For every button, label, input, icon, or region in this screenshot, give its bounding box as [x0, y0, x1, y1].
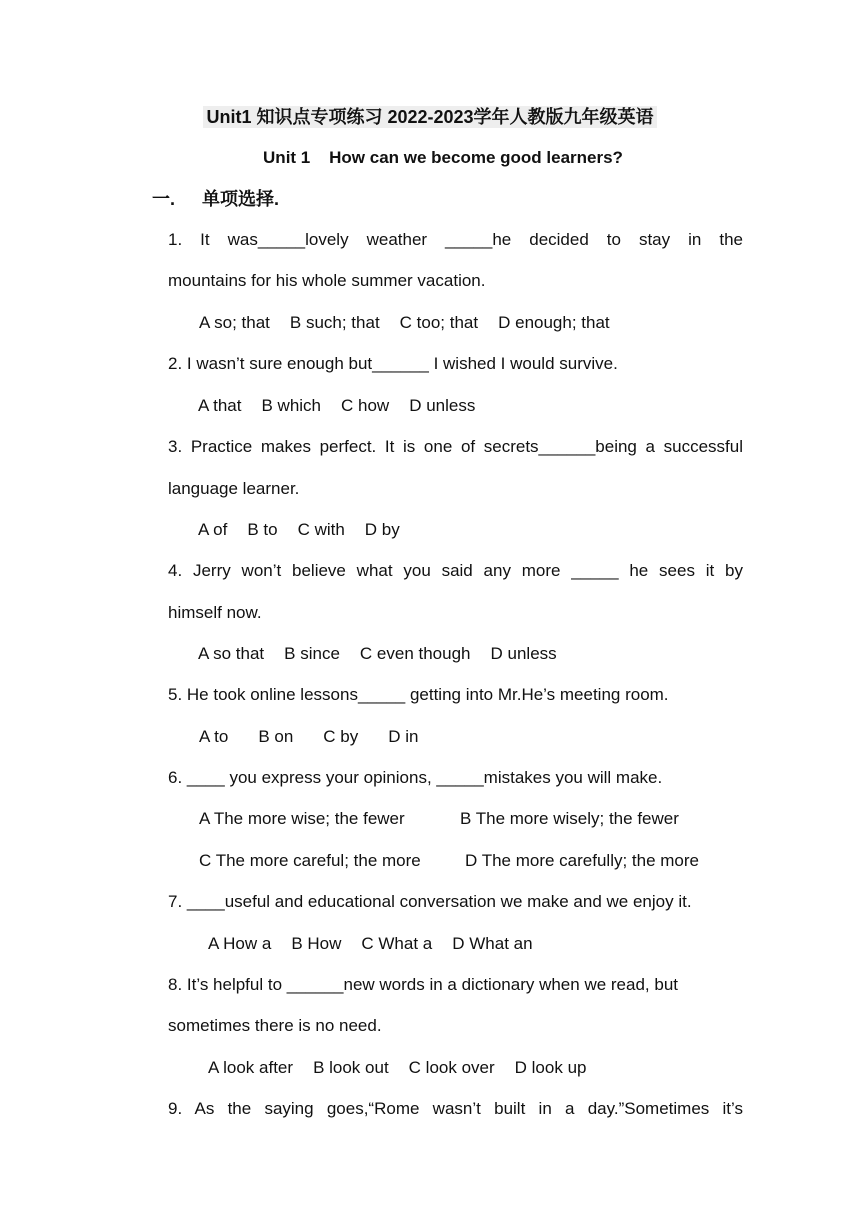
section-heading [152, 186, 279, 212]
question-8-option-b: B look out [313, 1058, 389, 1077]
question-6-option-b: B The more wisely; the fewer [460, 809, 679, 828]
question-1-line-2: mountains for his whole summer vacation. [168, 271, 486, 290]
question-2-line-1: 2. I wasn’t sure enough but______ I wished I would survive. [168, 354, 618, 373]
question-8-line-2: sometimes there is no need. [168, 1016, 382, 1035]
document-title-text: Unit1 知识点专项练习 2022-2023学年人教版九年级英语 [203, 106, 656, 128]
question-3-option-c: C with [297, 520, 345, 539]
question-2-option-b: B which [261, 396, 322, 415]
question-7-option-b: B How [291, 934, 342, 953]
question-2-option-a: A that [198, 396, 242, 415]
question-4-line-1: 4. Jerry won’t believe what you said any more _____ he sees it by [168, 561, 743, 580]
question-1-option-b: B such; that [289, 313, 380, 332]
question-6-line-1: 6. ____ you express your opinions, _____mistakes you will make. [168, 768, 663, 787]
question-4-option-b: B since [284, 644, 340, 663]
question-8-option-c: C look over [408, 1058, 495, 1077]
question-7-option-c: C What a [361, 934, 433, 953]
question-7-line-1: 7. ____useful and educational conversation we make and we enjoy it. [168, 892, 692, 911]
question-5-option-a: A to [199, 727, 229, 746]
question-4-option-a: A so that [198, 644, 265, 663]
question-7-option-a: A How a [208, 934, 272, 953]
question-4-line-2: himself now. [168, 603, 262, 622]
question-1-options [199, 310, 630, 336]
question-4-option-d: D unless [490, 644, 557, 663]
document-title [0, 103, 860, 131]
question-1-line-1: 1. It was_____lovely weather _____he decided to stay in the [168, 230, 743, 249]
question-7-option-d: D What an [452, 934, 533, 953]
question-9-line-1: 9. As the saying goes,“Rome wasn’t built in a day.”Sometimes it’s [168, 1099, 743, 1118]
question-5-options [199, 724, 449, 750]
question-4-option-c: C even though [359, 644, 471, 663]
question-2-option-c: C how [341, 396, 390, 415]
question-5-option-c: C by [323, 727, 359, 746]
question-6-option-a: A The more wise; the fewer [199, 809, 405, 828]
question-3-option-b: B to [247, 520, 278, 539]
question-2-option-d: D unless [409, 396, 476, 415]
question-3-options [198, 517, 420, 543]
question-5-option-b: B on [258, 727, 294, 746]
question-4-options [198, 641, 577, 667]
question-1-option-a: A so; that [199, 313, 270, 332]
question-8-options [208, 1055, 606, 1081]
question-2-options [198, 393, 495, 419]
question-7-options [208, 931, 553, 957]
question-5-option-d: D in [388, 727, 419, 746]
question-1-option-c: C too; that [399, 313, 479, 332]
question-8-option-d: D look up [514, 1058, 587, 1077]
question-8-line-1: 8. It’s helpful to ______new words in a dictionary when we read, but [168, 975, 678, 994]
unit-heading: Unit 1 How can we become good learners? [263, 148, 623, 167]
question-3-option-d: D by [364, 520, 400, 539]
question-1-option-d: D enough; that [498, 313, 610, 332]
question-3-line-1: 3. Practice makes perfect. It is one of secrets______being a successful [168, 437, 743, 456]
question-8-option-a: A look after [208, 1058, 294, 1077]
question-6-option-c: C The more careful; the more [199, 851, 421, 870]
section-label: 单项选择. [202, 189, 280, 209]
question-3-option-a: A of [198, 520, 228, 539]
section-number: 一. [152, 189, 176, 209]
question-6-option-d: D The more carefully; the more [465, 851, 699, 870]
question-3-line-2: language learner. [168, 479, 300, 498]
question-5-line-1: 5. He took online lessons_____ getting into Mr.He’s meeting room. [168, 685, 669, 704]
